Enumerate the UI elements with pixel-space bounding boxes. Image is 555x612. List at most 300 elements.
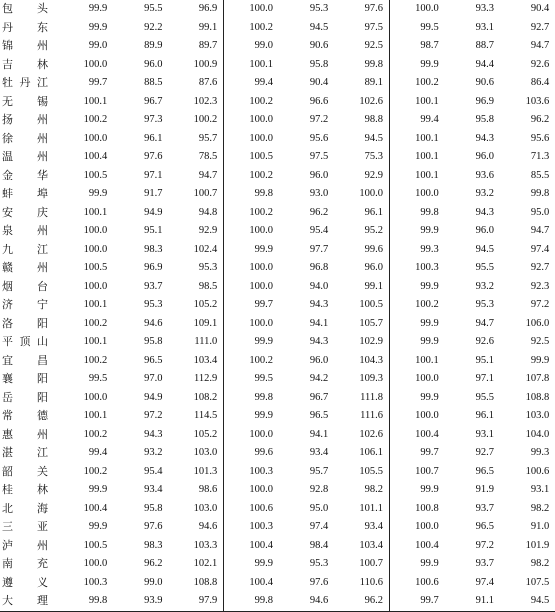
index-value-cell: 97.3 (144, 114, 163, 125)
index-value-cell: 98.3 (144, 539, 163, 551)
index-value-cell: 92.6 (475, 336, 494, 347)
index-value-cell: 96.1 (144, 132, 163, 144)
index-value-cell: 102.1 (193, 558, 218, 569)
index-value-cell: 99.6 (364, 243, 383, 255)
index-value-cell: 100.1 (83, 95, 108, 107)
city-name-char: 济 (2, 298, 13, 311)
index-value-cell: 95.6 (530, 132, 550, 144)
city-name-cell (0, 444, 58, 463)
index-value-cell: 97.0 (144, 373, 163, 384)
index-value-cell: 100.0 (83, 558, 108, 569)
index-value-cell: 98.7 (390, 37, 445, 56)
index-value-cell: 94.7 (475, 317, 494, 329)
city-name-char: 州 (37, 150, 48, 163)
city-name-cell (0, 574, 58, 593)
city-name-char: 宁 (37, 298, 48, 311)
city-name (2, 389, 48, 408)
index-value-cell: 99.7 (224, 296, 279, 315)
index-value-cell: 97.9 (169, 592, 224, 611)
city-name-char: 锦 (2, 39, 13, 52)
index-value-cell: 99.5 (390, 19, 445, 38)
table-row (0, 574, 555, 593)
index-value-cell: 103.0 (193, 502, 218, 514)
index-value-cell: 91.7 (144, 188, 163, 199)
city-name-char: 温 (2, 150, 13, 163)
index-value-cell: 96.2 (309, 206, 329, 218)
index-value-cell: 94.1 (309, 317, 329, 329)
index-value-cell: 93.4 (309, 447, 329, 458)
table-row (0, 426, 555, 445)
index-value-cell: 109.3 (359, 373, 383, 384)
city-name-char: 岳 (2, 390, 13, 404)
city-name (2, 296, 48, 315)
city-name-char: 州 (37, 113, 48, 126)
index-value-cell: 100.2 (83, 354, 108, 366)
index-value-cell: 99.9 (88, 521, 108, 532)
index-value-cell: 100.1 (390, 148, 445, 167)
index-value-cell: 95.3 (309, 3, 329, 14)
city-name (2, 259, 48, 278)
index-value-cell: 100.1 (390, 93, 445, 112)
index-value-cell: 99.4 (224, 74, 279, 93)
table-row (0, 167, 555, 186)
index-value-cell: 98.2 (364, 484, 383, 495)
index-value-cell: 93.7 (144, 280, 163, 292)
city-name-cell (0, 56, 58, 75)
index-value-cell: 97.6 (364, 3, 383, 14)
table-row (0, 370, 555, 389)
city-name-char: 惠 (2, 427, 13, 441)
index-value-cell: 94.8 (198, 206, 218, 218)
index-value-cell: 97.2 (309, 114, 329, 125)
city-name-char: 烟 (2, 279, 13, 293)
index-value-cell: 93.3 (475, 3, 494, 14)
city-name (2, 93, 48, 112)
index-value-cell: 95.3 (309, 558, 329, 569)
index-value-cell: 93.2 (475, 280, 494, 292)
index-value-cell: 100.2 (224, 93, 279, 112)
city-name (2, 0, 48, 19)
index-value-cell: 97.4 (475, 576, 494, 588)
index-value-cell: 100.7 (390, 463, 445, 482)
index-value-cell: 97.7 (309, 243, 329, 255)
city-name-char: 徐 (2, 131, 13, 145)
city-name-cell (0, 111, 58, 130)
index-value-cell: 93.7 (475, 558, 494, 569)
index-value-cell: 105.2 (193, 299, 218, 310)
city-name (2, 19, 48, 38)
index-value-cell: 95.2 (364, 225, 383, 236)
index-value-cell: 99.9 (390, 481, 445, 500)
city-name-char: 阳 (37, 372, 48, 385)
index-value-cell: 99.4 (390, 111, 445, 130)
index-value-cell: 88.7 (475, 40, 494, 51)
index-value-cell: 97.4 (530, 243, 550, 255)
index-value-cell: 102.9 (359, 336, 383, 347)
index-value-cell: 99.8 (530, 188, 550, 199)
index-value-cell: 94.5 (309, 21, 329, 33)
city-name (2, 352, 48, 371)
index-value-cell: 95.0 (309, 502, 329, 514)
index-value-cell: 96.5 (475, 521, 494, 532)
city-name-char: 海 (37, 501, 48, 515)
index-value-cell: 96.0 (364, 262, 383, 273)
city-name-char: 关 (37, 464, 48, 478)
index-value-cell: 78.5 (198, 151, 218, 162)
city-name-cell (0, 592, 58, 611)
index-value-cell: 104.3 (359, 354, 383, 366)
index-value-cell: 89.1 (364, 77, 383, 88)
city-name (2, 222, 48, 241)
city-name-char: 泉 (2, 224, 13, 237)
table-row (0, 333, 555, 352)
index-value-cell: 103.3 (193, 539, 218, 551)
index-value-cell: 104.0 (525, 428, 550, 440)
index-value-cell: 97.2 (530, 299, 550, 310)
index-value-cell: 100.2 (224, 167, 279, 186)
table-row (0, 204, 555, 223)
index-value-cell: 96.5 (144, 354, 163, 366)
index-value-cell: 100.4 (83, 151, 108, 162)
index-value-cell: 94.6 (198, 521, 218, 532)
index-value-cell: 110.6 (359, 576, 383, 588)
index-value-cell: 100.0 (83, 280, 108, 292)
city-name-char: 州 (37, 538, 48, 552)
index-value-cell: 100.0 (83, 225, 108, 236)
city-name-char: 州 (37, 39, 48, 52)
index-value-cell: 100.0 (390, 185, 445, 204)
index-value-cell: 94.5 (475, 243, 494, 255)
city-name-char: 理 (37, 594, 48, 607)
city-name (2, 537, 48, 556)
index-value-cell: 98.2 (530, 558, 550, 569)
table-row (0, 463, 555, 482)
city-name-char: 南 (2, 557, 13, 570)
city-name-char: 常 (2, 409, 13, 422)
table-row (0, 407, 555, 426)
index-value-cell: 99.0 (88, 40, 108, 51)
index-value-cell: 94.6 (279, 592, 334, 611)
city-name (2, 148, 48, 167)
city-name-char: 桂 (2, 483, 13, 496)
index-value-cell: 94.3 (309, 336, 329, 347)
city-name-char: 宜 (2, 353, 13, 367)
index-value-cell: 94.2 (309, 373, 329, 384)
index-value-cell: 100.1 (390, 352, 445, 371)
city-name-char: 义 (37, 575, 48, 589)
table-row (0, 74, 555, 93)
index-value-cell: 94.7 (198, 169, 218, 181)
index-value-cell: 97.1 (475, 373, 494, 384)
index-value-cell: 96.9 (198, 3, 218, 14)
index-value-cell: 92.2 (144, 21, 163, 33)
index-value-cell: 94.3 (309, 299, 329, 310)
index-value-cell: 92.5 (530, 336, 550, 347)
index-value-cell: 93.9 (113, 592, 168, 611)
city-name-cell (0, 555, 58, 574)
index-value-cell: 99.3 (530, 447, 550, 458)
city-name-char: 江 (37, 76, 48, 89)
city-name-cell (0, 0, 58, 19)
table-row (0, 56, 555, 75)
city-name-cell (0, 148, 58, 167)
city-name-char: 平 (2, 335, 13, 348)
index-value-cell: 94.5 (364, 132, 383, 144)
index-value-cell: 100.2 (83, 317, 108, 329)
table-row (0, 278, 555, 297)
index-value-cell: 90.6 (475, 77, 494, 88)
index-value-cell: 100.4 (390, 537, 445, 556)
city-name-char: 北 (2, 501, 13, 515)
city-name (2, 370, 48, 389)
index-value-cell: 92.7 (530, 262, 550, 273)
index-value-cell: 96.0 (309, 354, 329, 366)
city-name (2, 426, 48, 445)
index-value-cell: 90.4 (530, 3, 550, 14)
index-value-cell: 100.0 (83, 132, 108, 144)
index-value-cell: 100.1 (83, 299, 108, 310)
city-name-cell (0, 389, 58, 408)
city-name-char: 东 (37, 20, 48, 34)
index-value-cell: 100.8 (390, 500, 445, 519)
index-value-cell: 92.9 (364, 169, 383, 181)
index-value-cell: 95.3 (144, 299, 163, 310)
city-name-char: 金 (2, 168, 13, 182)
city-name-cell (0, 315, 58, 334)
city-name-cell (0, 333, 58, 352)
index-value-cell: 92.7 (475, 447, 494, 458)
index-value-cell: 93.0 (309, 188, 329, 199)
index-value-cell: 95.8 (144, 336, 163, 347)
index-value-cell: 92.6 (530, 58, 550, 70)
index-value-cell: 99.9 (390, 389, 445, 408)
index-value-cell: 100.2 (224, 19, 279, 38)
index-value-cell: 100.0 (83, 391, 108, 403)
city-name-cell (0, 463, 58, 482)
index-value-cell: 99.7 (390, 444, 445, 463)
city-name-cell (0, 185, 58, 204)
index-value-cell: 95.7 (309, 465, 329, 477)
index-value-cell: 95.6 (309, 132, 329, 144)
city-name-cell (0, 19, 58, 38)
index-value-cell: 94.3 (144, 428, 163, 440)
index-value-cell: 93.7 (475, 502, 494, 514)
index-value-cell: 105.5 (359, 465, 383, 477)
index-value-cell: 106.0 (525, 317, 550, 329)
index-value-cell: 94.9 (144, 206, 163, 218)
index-value-cell: 94.9 (144, 391, 163, 403)
index-value-cell: 100.0 (390, 0, 445, 19)
index-value-cell: 100.4 (224, 537, 279, 556)
index-value-cell: 100.2 (83, 428, 108, 440)
index-value-cell: 103.4 (359, 539, 383, 551)
index-value-cell: 95.7 (198, 132, 218, 144)
city-name-cell (0, 74, 58, 93)
index-value-cell: 96.5 (309, 410, 329, 421)
index-value-cell: 94.3 (475, 206, 494, 218)
city-name-char: 洛 (2, 316, 13, 330)
index-value-cell: 97.6 (144, 521, 163, 532)
index-value-cell: 96.0 (475, 225, 494, 236)
index-value-cell: 100.3 (224, 518, 279, 537)
index-value-cell: 94.3 (475, 132, 494, 144)
index-value-cell: 98.5 (198, 280, 218, 292)
index-value-cell: 103.6 (525, 95, 550, 107)
index-value-cell: 97.6 (309, 576, 329, 588)
index-value-cell: 100.5 (83, 539, 108, 551)
city-name (2, 500, 48, 519)
index-value-cell: 94.0 (309, 280, 329, 292)
index-value-cell: 87.6 (198, 77, 218, 88)
index-value-cell: 93.2 (475, 188, 494, 199)
index-value-cell: 105.2 (193, 428, 218, 440)
city-name-cell (0, 481, 58, 500)
city-name (2, 130, 48, 149)
index-value-cell: 99.0 (224, 37, 279, 56)
city-name-char: 州 (37, 427, 48, 441)
index-value-cell: 96.1 (475, 410, 494, 421)
index-value-cell: 99.7 (88, 77, 108, 88)
city-name-cell (0, 222, 58, 241)
index-value-cell: 96.9 (475, 95, 494, 107)
index-value-cell: 108.2 (193, 391, 218, 403)
index-value-cell: 91.9 (475, 484, 494, 495)
city-name-char: 头 (37, 2, 48, 15)
table-row (0, 537, 555, 556)
index-value-cell: 111.6 (360, 410, 383, 421)
index-value-cell: 100.0 (224, 278, 279, 297)
city-name (2, 315, 48, 334)
table-row (0, 259, 555, 278)
index-value-cell: 92.5 (364, 40, 383, 51)
index-value-cell: 97.6 (144, 151, 163, 162)
index-value-cell: 100.2 (83, 114, 108, 125)
city-name-char: 赣 (2, 261, 13, 274)
city-name-char: 充 (37, 557, 48, 570)
index-value-cell: 100.7 (359, 558, 383, 569)
index-value-cell: 94.7 (530, 40, 550, 51)
index-value-cell: 99.9 (390, 278, 445, 297)
index-value-cell: 100.1 (83, 336, 108, 347)
city-name-char: 州 (37, 131, 48, 145)
index-value-cell: 90.4 (309, 77, 329, 88)
index-value-cell: 100.5 (83, 262, 108, 273)
city-name-char: 亚 (37, 520, 48, 533)
index-value-cell: 102.6 (359, 95, 383, 107)
index-value-cell: 99.9 (88, 484, 108, 495)
table-row (0, 19, 555, 38)
index-value-cell: 99.8 (364, 58, 383, 70)
index-value-cell: 97.4 (309, 521, 329, 532)
table-row (0, 241, 555, 260)
index-value-cell: 95.3 (475, 299, 494, 310)
index-value-cell: 99.9 (224, 407, 279, 426)
index-value-cell: 92.8 (309, 484, 329, 495)
city-name-char: 扬 (2, 113, 13, 126)
city-name-char: 蚌 (2, 187, 13, 200)
index-value-cell: 93.4 (364, 521, 383, 532)
index-value-cell: 100.2 (224, 352, 279, 371)
city-name-cell (0, 130, 58, 149)
index-value-cell: 99.8 (58, 592, 113, 611)
city-name-char: 山 (37, 335, 48, 348)
index-value-cell: 91.1 (445, 592, 500, 611)
index-value-cell: 95.4 (309, 225, 329, 236)
city-name-char: 安 (2, 205, 13, 219)
index-value-cell: 92.3 (530, 280, 550, 292)
index-value-cell: 98.8 (364, 114, 383, 125)
index-value-cell: 93.1 (475, 428, 494, 440)
index-value-cell: 96.2 (144, 558, 163, 569)
index-value-cell: 108.8 (193, 576, 218, 588)
index-value-cell: 96.0 (475, 151, 494, 162)
city-name-char: 丹 (19, 76, 31, 89)
city-name-char: 九 (2, 242, 13, 256)
city-name-char: 台 (37, 279, 48, 293)
city-name-cell (0, 259, 58, 278)
index-value-cell: 96.7 (144, 95, 163, 107)
city-name-cell (0, 537, 58, 556)
index-value-cell: 99.1 (364, 280, 383, 292)
city-name-char: 江 (37, 446, 48, 459)
table-row (0, 111, 555, 130)
index-value-cell: 91.0 (530, 521, 550, 532)
index-value-cell: 93.1 (530, 484, 550, 495)
index-value-cell: 98.6 (198, 484, 218, 495)
index-value-cell: 100.2 (390, 74, 445, 93)
index-value-cell: 95.4 (144, 465, 163, 477)
index-value-cell: 99.9 (390, 222, 445, 241)
index-value-cell: 93.4 (144, 484, 163, 495)
index-value-cell: 100.2 (390, 296, 445, 315)
index-value-cell: 102.6 (359, 428, 383, 440)
city-name-char: 吉 (2, 57, 13, 71)
city-name-char: 锡 (37, 94, 48, 108)
index-value-cell: 75.3 (364, 151, 383, 162)
index-value-cell: 109.1 (193, 317, 218, 329)
city-name-char: 州 (37, 261, 48, 274)
table-row (0, 481, 555, 500)
city-name-char: 顶 (19, 335, 31, 348)
city-name (2, 407, 48, 426)
index-value-cell: 71.3 (530, 151, 550, 162)
index-value-cell: 99.9 (88, 188, 108, 199)
index-value-cell: 100.0 (224, 259, 279, 278)
index-value-cell: 99.8 (390, 204, 445, 223)
index-value-cell: 102.3 (193, 95, 218, 107)
index-value-cell: 98.4 (309, 539, 329, 551)
index-value-cell: 96.1 (364, 206, 383, 218)
index-value-cell: 100.5 (359, 299, 383, 310)
index-value-cell: 107.5 (525, 576, 550, 588)
city-name-cell (0, 93, 58, 112)
index-value-cell: 94.1 (309, 428, 329, 440)
city-name-char: 包 (2, 2, 13, 15)
index-value-cell: 112.9 (194, 373, 218, 384)
city-name-char: 牡 (2, 76, 13, 89)
index-value-cell: 99.5 (88, 373, 108, 384)
index-value-cell: 93.2 (144, 447, 163, 458)
index-value-cell: 93.1 (475, 21, 494, 33)
index-value-cell: 94.5 (500, 592, 555, 611)
city-name-char: 襄 (2, 372, 13, 385)
city-name-cell (0, 426, 58, 445)
index-value-cell: 96.2 (530, 114, 550, 125)
index-value-cell: 98.2 (530, 502, 550, 514)
index-value-cell: 100.4 (390, 426, 445, 445)
table-row (0, 444, 555, 463)
city-name-cell (0, 37, 58, 56)
